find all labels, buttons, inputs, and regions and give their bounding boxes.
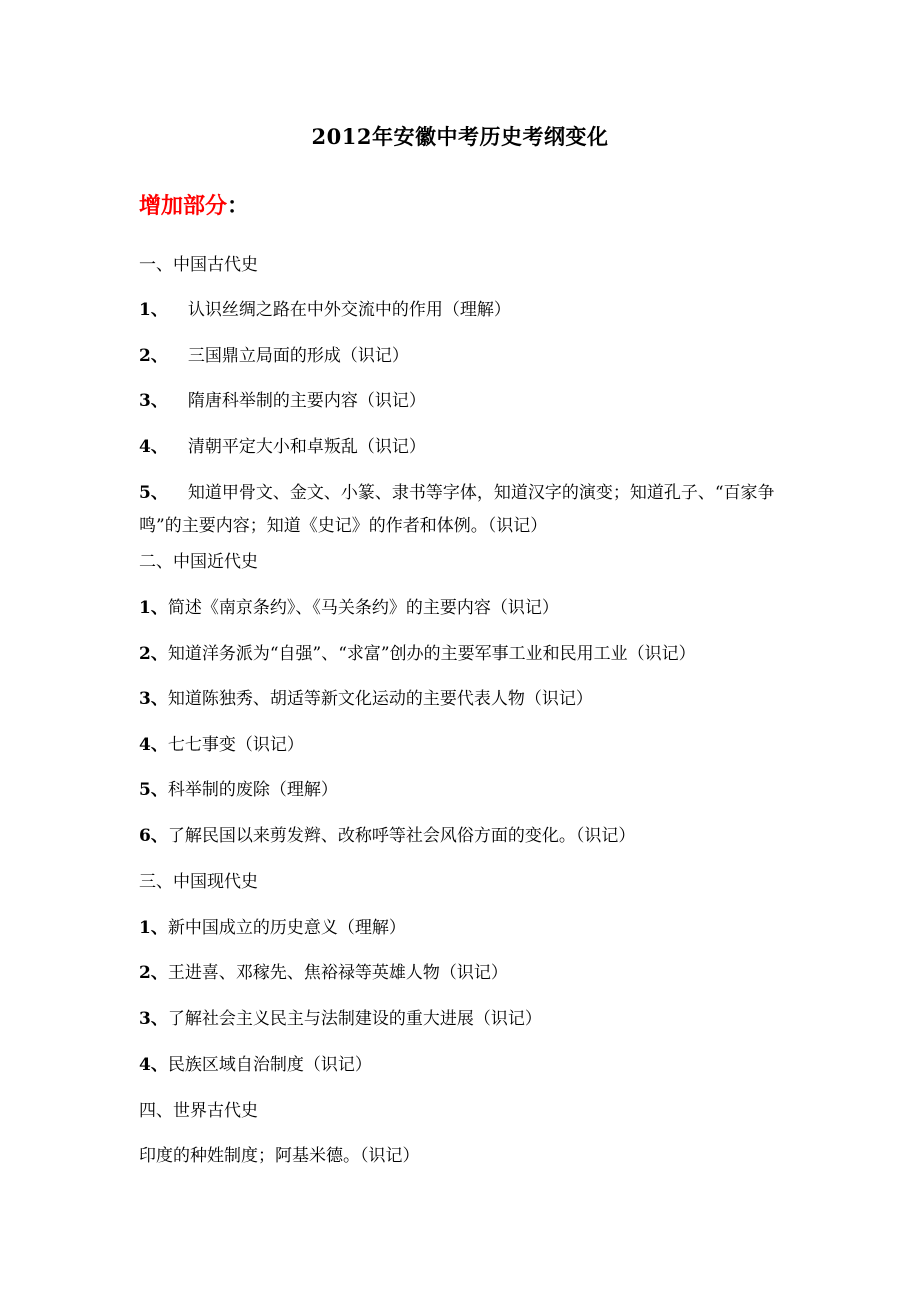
item-number: 2、 xyxy=(139,963,168,983)
item-text: 科举制的废除（理解） xyxy=(167,780,338,800)
section-label: 四、世界古代史 xyxy=(139,1101,258,1121)
item-number: 2、 xyxy=(139,644,168,664)
list-item xyxy=(139,821,635,851)
item-number: 3、 xyxy=(139,689,168,709)
section-heading xyxy=(139,191,249,221)
item-number: 5、 xyxy=(139,483,168,503)
item-number: 2、 xyxy=(139,346,168,366)
item-number: 1、 xyxy=(139,918,168,938)
list-item xyxy=(139,1004,542,1034)
item-text: 清朝平定大小和卓叛乱（识记） xyxy=(187,437,426,457)
list-item xyxy=(139,639,696,669)
item-text: 三国鼎立局面的形成（识记） xyxy=(187,346,409,366)
item-number: 5、 xyxy=(139,780,168,800)
item-text: 知道甲骨文、金文、小篆、隶书等字体，知道汉字的演变；知道孔子、“百家争鸣”的主要内容；知道《史记》的作者和体例。（识记） xyxy=(139,483,775,536)
item-text: 民族区域自治制度（识记） xyxy=(167,1055,372,1075)
list-item xyxy=(139,341,409,371)
item-text: 印度的种姓制度；阿基米德。（识记） xyxy=(139,1146,420,1166)
item-number: 6、 xyxy=(139,826,168,846)
list-item xyxy=(139,593,559,623)
item-number: 3、 xyxy=(139,1009,168,1029)
list-item xyxy=(139,1050,372,1080)
heading-colon: ： xyxy=(227,193,250,219)
item-text: 知道陈独秀、胡适等新文化运动的主要代表人物（识记） xyxy=(167,689,593,709)
list-item xyxy=(139,775,338,805)
item-number: 4、 xyxy=(139,735,168,755)
list-item xyxy=(139,730,304,760)
item-number: 4、 xyxy=(139,437,168,457)
item-text: 知道洋务派为“自强”、“求富”创办的主要军事工业和民用工业（识记） xyxy=(167,644,696,664)
item-number: 1、 xyxy=(139,300,168,320)
list-item xyxy=(139,913,406,943)
item-text: 认识丝绸之路在中外交流中的作用（理解） xyxy=(187,300,511,320)
item-number: 4、 xyxy=(139,1055,168,1075)
item-text: 王进喜、邓稼先、焦裕禄等英雄人物（识记） xyxy=(167,963,508,983)
list-item xyxy=(139,386,426,416)
list-item xyxy=(139,958,508,988)
section-label: 一、中国古代史 xyxy=(139,255,258,275)
item-number: 3、 xyxy=(139,391,168,411)
item-text: 隋唐科举制的主要内容（识记） xyxy=(187,391,426,411)
list-item xyxy=(139,295,511,325)
heading-red-text: 增加部分 xyxy=(139,193,228,219)
page-title: 2012年安徽中考历史考纲变化 xyxy=(311,124,609,149)
item-text: 了解民国以来剪发辫、改称呼等社会风俗方面的变化。（识记） xyxy=(167,826,636,846)
list-item xyxy=(139,432,426,462)
item-text: 七七事变（识记） xyxy=(167,735,304,755)
item-number: 1、 xyxy=(139,598,168,618)
list-item xyxy=(139,684,593,714)
item-text: 了解社会主义民主与法制建设的重大进展（识记） xyxy=(167,1009,542,1029)
list-item xyxy=(139,1141,420,1171)
item-text: 新中国成立的历史意义（理解） xyxy=(167,918,406,938)
list-item xyxy=(139,477,789,543)
section-label: 二、中国近代史 xyxy=(139,552,258,572)
item-text: 简述《南京条约》、《马关条约》的主要内容（识记） xyxy=(167,598,559,618)
section-label: 三、中国现代史 xyxy=(139,872,258,892)
